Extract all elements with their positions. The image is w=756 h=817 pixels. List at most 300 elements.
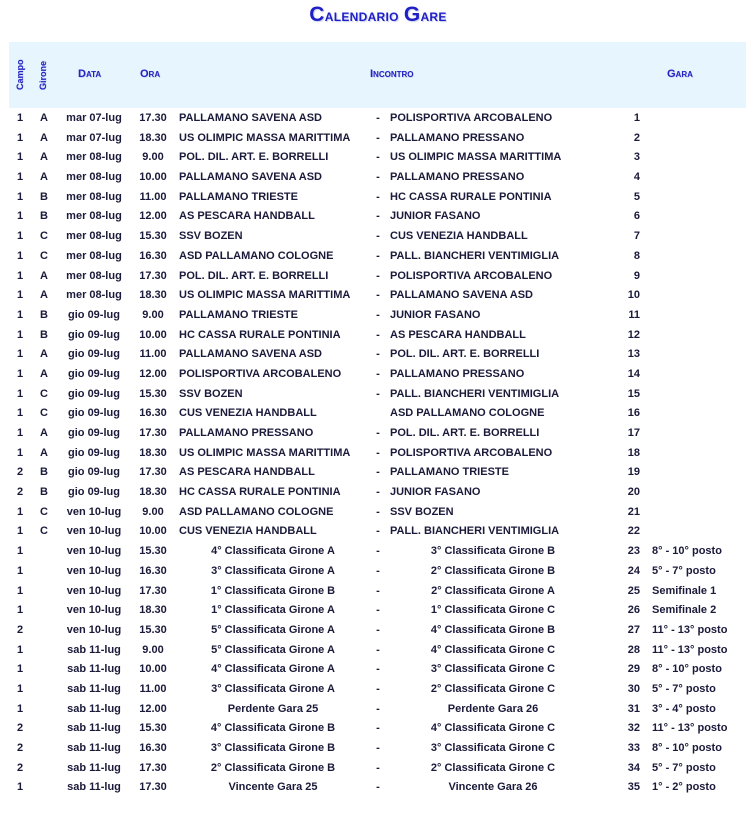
home-team-cell: PALLAMANO TRIESTE xyxy=(179,308,298,321)
title-word-1: alendario xyxy=(324,6,399,25)
away-team-cell: POLISPORTIVA ARCOBALENO xyxy=(390,269,553,282)
time-cell: 18.30 xyxy=(139,446,167,459)
game-number-cell: 26 xyxy=(627,604,640,617)
home-team-cell: POL. DIL. ART. E. BORRELLI xyxy=(179,151,329,164)
time-cell: 11.00 xyxy=(139,190,167,203)
date-cell: mar 07-lug xyxy=(66,131,122,144)
home-team-cell: PALLAMANO SAVENA ASD xyxy=(179,348,322,361)
home-team-cell: PALLAMANO SAVENA ASD xyxy=(179,171,322,184)
game-label-cell: Semifinale 2 xyxy=(652,604,717,617)
date-cell: ven 10-lug xyxy=(66,564,122,577)
table-row xyxy=(0,661,756,681)
date-cell: gio 09-lug xyxy=(68,486,120,499)
girone-cell: C xyxy=(40,407,48,420)
girone-cell: A xyxy=(40,446,48,459)
girone-cell: B xyxy=(40,466,48,479)
game-number-cell: 4 xyxy=(633,171,640,184)
away-team-cell: 3° Classificata Girone C xyxy=(430,663,556,676)
campo-cell: 1 xyxy=(16,348,24,361)
time-cell: 17.30 xyxy=(139,466,167,479)
home-team-cell: PALLAMANO TRIESTE xyxy=(179,190,298,203)
campo-cell: 2 xyxy=(16,466,24,479)
game-number-cell: 14 xyxy=(627,367,640,380)
separator-cell: - xyxy=(376,761,380,774)
girone-cell: A xyxy=(40,151,48,164)
table-row xyxy=(0,287,756,307)
date-cell: sab 11-lug xyxy=(67,781,121,794)
campo-cell: 2 xyxy=(16,722,24,735)
time-cell: 17.30 xyxy=(139,269,167,282)
game-number-cell: 13 xyxy=(627,348,640,361)
girone-cell: C xyxy=(40,505,48,518)
table-header xyxy=(9,42,746,108)
table-row xyxy=(0,169,756,189)
girone-cell: C xyxy=(40,525,48,538)
separator-cell: - xyxy=(376,210,380,223)
separator-cell: - xyxy=(376,742,380,754)
time-cell: 9.00 xyxy=(142,643,164,656)
girone-cell: C xyxy=(40,249,48,262)
date-cell: mer 08-lug xyxy=(66,151,122,164)
game-number-cell: 35 xyxy=(627,781,640,794)
table-row xyxy=(0,484,756,504)
campo-cell: 1 xyxy=(16,249,24,262)
campo-cell: 1 xyxy=(16,190,24,203)
game-label-cell: 11° - 13° posto xyxy=(652,722,728,735)
date-cell: ven 10-lug xyxy=(66,505,122,518)
table-row xyxy=(0,720,756,740)
away-team-cell: ASD PALLAMANO COLOGNE xyxy=(390,407,545,420)
home-team-cell: ASD PALLAMANO COLOGNE xyxy=(179,249,334,262)
campo-cell: 1 xyxy=(16,781,24,794)
home-team-cell: US OLIMPIC MASSA MARITTIMA xyxy=(179,131,351,144)
campo-cell: 1 xyxy=(16,545,24,558)
date-cell: ven 10-lug xyxy=(66,623,122,636)
game-number-cell: 32 xyxy=(627,722,640,735)
date-cell: gio 09-lug xyxy=(68,387,120,400)
table-row xyxy=(0,248,756,268)
date-cell: sab 11-lug xyxy=(67,702,121,715)
time-cell: 16.30 xyxy=(139,249,167,262)
date-cell: gio 09-lug xyxy=(68,466,120,479)
table-row xyxy=(0,366,756,386)
separator-cell: - xyxy=(376,604,380,617)
time-cell: 9.00 xyxy=(142,308,164,321)
girone-cell: B xyxy=(40,328,48,341)
away-team-cell: PALL. BIANCHERI VENTIMIGLIA xyxy=(390,387,560,400)
game-label-cell: 5° - 7° posto xyxy=(652,682,716,695)
away-team-cell: 1° Classificata Girone C xyxy=(430,604,556,617)
time-cell: 12.00 xyxy=(139,702,167,715)
campo-cell: 1 xyxy=(16,112,24,124)
away-team-cell: PALLAMANO PRESSANO xyxy=(390,131,525,144)
campo-cell: 1 xyxy=(16,505,24,518)
time-cell: 11.00 xyxy=(139,682,167,695)
table-row xyxy=(0,445,756,465)
date-cell: mar 07-lug xyxy=(66,112,122,124)
time-cell: 16.30 xyxy=(139,742,167,754)
campo-cell: 1 xyxy=(16,230,24,243)
away-team-cell: POLISPORTIVA ARCOBALENO xyxy=(390,112,553,124)
home-team-cell: 3° Classificata Girone A xyxy=(211,564,335,577)
home-team-cell: PALLAMANO SAVENA ASD xyxy=(179,112,322,124)
campo-cell: 1 xyxy=(16,328,24,341)
separator-cell: - xyxy=(376,131,380,144)
away-team-cell: 4° Classificata Girone C xyxy=(430,722,556,735)
game-number-cell: 16 xyxy=(627,407,640,420)
game-number-cell: 9 xyxy=(633,269,640,282)
header-incontro: Incontro xyxy=(370,68,414,80)
header-campo: Campo xyxy=(15,59,25,91)
away-team-cell: PALL. BIANCHERI VENTIMIGLIA xyxy=(390,249,560,262)
campo-cell: 2 xyxy=(16,623,24,636)
home-team-cell: SSV BOZEN xyxy=(179,387,243,400)
home-team-cell: POLISPORTIVA ARCOBALENO xyxy=(179,367,342,380)
home-team-cell: ASD PALLAMANO COLOGNE xyxy=(179,505,334,518)
girone-cell: A xyxy=(40,171,48,184)
table-row xyxy=(0,543,756,563)
time-cell: 17.30 xyxy=(139,781,167,794)
game-label-cell: 5° - 7° posto xyxy=(652,564,716,577)
time-cell: 9.00 xyxy=(142,505,164,518)
time-cell: 17.30 xyxy=(139,761,167,774)
campo-cell: 1 xyxy=(16,151,24,164)
home-team-cell: US OLIMPIC MASSA MARITTIMA xyxy=(179,446,351,459)
game-label-cell: Semifinale 1 xyxy=(652,584,717,597)
separator-cell: - xyxy=(376,525,380,538)
away-team-cell: POLISPORTIVA ARCOBALENO xyxy=(390,446,553,459)
date-cell: mer 08-lug xyxy=(66,269,122,282)
away-team-cell: HC CASSA RURALE PONTINIA xyxy=(390,190,552,203)
campo-cell: 1 xyxy=(16,407,24,420)
time-cell: 15.30 xyxy=(139,722,167,735)
home-team-cell: CUS VENEZIA HANDBALL xyxy=(179,525,317,538)
campo-cell: 1 xyxy=(16,308,24,321)
date-cell: ven 10-lug xyxy=(66,545,122,558)
game-number-cell: 24 xyxy=(627,564,640,577)
campo-cell: 1 xyxy=(16,367,24,380)
table-row xyxy=(0,523,756,543)
game-number-cell: 30 xyxy=(627,682,640,695)
time-cell: 17.30 xyxy=(139,584,167,597)
date-cell: ven 10-lug xyxy=(66,584,122,597)
title-initial-1: C xyxy=(309,3,325,26)
away-team-cell: 2° Classificata Girone A xyxy=(431,584,555,597)
time-cell: 12.00 xyxy=(139,367,167,380)
time-cell: 18.30 xyxy=(139,289,167,302)
game-label-cell: 5° - 7° posto xyxy=(652,761,716,774)
away-team-cell: Perdente Gara 26 xyxy=(447,702,539,715)
table-row xyxy=(0,149,756,169)
separator-cell: - xyxy=(376,505,380,518)
campo-cell: 1 xyxy=(16,584,24,597)
date-cell: sab 11-lug xyxy=(67,761,121,774)
table-row xyxy=(0,130,756,150)
game-label-cell: 8° - 10° posto xyxy=(652,742,722,754)
campo-cell: 1 xyxy=(16,131,24,144)
home-team-cell: 4° Classificata Girone B xyxy=(210,722,336,735)
game-number-cell: 21 xyxy=(627,505,640,518)
girone-cell: A xyxy=(40,289,48,302)
campo-cell: 1 xyxy=(16,682,24,695)
girone-cell: A xyxy=(40,367,48,380)
date-cell: sab 11-lug xyxy=(67,663,121,676)
game-number-cell: 17 xyxy=(627,427,640,439)
time-cell: 11.00 xyxy=(139,348,167,361)
girone-cell: B xyxy=(40,190,48,203)
table-row xyxy=(0,701,756,721)
time-cell: 10.00 xyxy=(139,663,167,676)
away-team-cell: POL. DIL. ART. E. BORRELLI xyxy=(390,348,540,361)
away-team-cell: JUNIOR FASANO xyxy=(390,210,481,223)
away-team-cell: PALLAMANO SAVENA ASD xyxy=(390,289,533,302)
game-number-cell: 15 xyxy=(627,387,640,400)
date-cell: gio 09-lug xyxy=(68,407,120,420)
home-team-cell: AS PESCARA HANDBALL xyxy=(179,466,315,479)
time-cell: 16.30 xyxy=(139,564,167,577)
time-cell: 10.00 xyxy=(139,525,167,538)
away-team-cell: Vincente Gara 26 xyxy=(448,781,538,794)
away-team-cell: JUNIOR FASANO xyxy=(390,486,481,499)
separator-cell: - xyxy=(376,545,380,558)
table-row xyxy=(0,386,756,406)
game-number-cell: 7 xyxy=(633,230,640,243)
game-number-cell: 23 xyxy=(627,545,640,558)
date-cell: sab 11-lug xyxy=(67,742,121,754)
home-team-cell: Perdente Gara 25 xyxy=(227,702,319,715)
separator-cell: - xyxy=(376,112,380,124)
away-team-cell: PALL. BIANCHERI VENTIMIGLIA xyxy=(390,525,560,538)
campo-cell: 1 xyxy=(16,269,24,282)
date-cell: gio 09-lug xyxy=(68,446,120,459)
table-row xyxy=(0,681,756,701)
page-title xyxy=(0,3,756,27)
girone-cell: B xyxy=(40,486,48,499)
game-number-cell: 10 xyxy=(627,289,640,302)
date-cell: gio 09-lug xyxy=(68,367,120,380)
time-cell: 15.30 xyxy=(139,230,167,243)
away-team-cell: POL. DIL. ART. E. BORRELLI xyxy=(390,427,540,439)
separator-cell: - xyxy=(376,190,380,203)
table-row xyxy=(0,425,756,445)
game-number-cell: 11 xyxy=(628,308,640,321)
campo-cell: 1 xyxy=(16,663,24,676)
campo-cell: 1 xyxy=(16,525,24,538)
table-row xyxy=(0,307,756,327)
girone-cell: C xyxy=(40,230,48,243)
table-row xyxy=(0,208,756,228)
header-ora: Ora xyxy=(140,68,161,80)
game-number-cell: 19 xyxy=(627,466,640,479)
table-row xyxy=(0,504,756,524)
time-cell: 17.30 xyxy=(139,112,167,124)
separator-cell: - xyxy=(376,584,380,597)
table-row xyxy=(0,740,756,760)
separator-cell: - xyxy=(376,348,380,361)
campo-cell: 2 xyxy=(16,761,24,774)
game-label-cell: 1° - 2° posto xyxy=(652,781,716,794)
campo-cell: 1 xyxy=(16,427,24,439)
table-row xyxy=(0,405,756,425)
campo-cell: 1 xyxy=(16,446,24,459)
separator-cell: - xyxy=(376,151,380,164)
campo-cell: 1 xyxy=(16,387,24,400)
separator-cell: - xyxy=(376,446,380,459)
table-row xyxy=(0,346,756,366)
separator-cell: - xyxy=(376,643,380,656)
girone-cell: A xyxy=(40,131,48,144)
date-cell: sab 11-lug xyxy=(67,643,121,656)
date-cell: sab 11-lug xyxy=(67,722,121,735)
away-team-cell: SSV BOZEN xyxy=(390,505,454,518)
separator-cell: - xyxy=(376,682,380,695)
campo-cell: 1 xyxy=(16,702,24,715)
game-number-cell: 28 xyxy=(627,643,640,656)
date-cell: mer 08-lug xyxy=(66,210,122,223)
title-initial-2: G xyxy=(403,3,421,26)
table-row xyxy=(0,110,756,130)
separator-cell: - xyxy=(376,564,380,577)
home-team-cell: 4° Classificata Girone A xyxy=(211,545,335,558)
time-cell: 12.00 xyxy=(139,210,167,223)
away-team-cell: PALLAMANO TRIESTE xyxy=(390,466,509,479)
campo-cell: 1 xyxy=(16,289,24,302)
game-number-cell: 34 xyxy=(627,761,640,774)
game-number-cell: 31 xyxy=(627,702,640,715)
separator-cell: - xyxy=(376,269,380,282)
girone-cell: A xyxy=(40,348,48,361)
game-number-cell: 20 xyxy=(627,486,640,499)
game-number-cell: 27 xyxy=(627,623,640,636)
table-row xyxy=(0,602,756,622)
home-team-cell: US OLIMPIC MASSA MARITTIMA xyxy=(179,289,351,302)
table-row xyxy=(0,189,756,209)
home-team-cell: 4° Classificata Girone A xyxy=(211,663,335,676)
campo-cell: 1 xyxy=(16,643,24,656)
game-label-cell: 11° - 13° posto xyxy=(652,643,728,656)
game-number-cell: 33 xyxy=(627,742,640,754)
away-team-cell: JUNIOR FASANO xyxy=(390,308,481,321)
away-team-cell: US OLIMPIC MASSA MARITTIMA xyxy=(390,151,562,164)
campo-cell: 1 xyxy=(16,210,24,223)
time-cell: 15.30 xyxy=(139,387,167,400)
girone-cell: B xyxy=(40,308,48,321)
game-number-cell: 8 xyxy=(633,249,640,262)
campo-cell: 1 xyxy=(16,564,24,577)
home-team-cell: 5° Classificata Girone A xyxy=(211,623,335,636)
home-team-cell: 5° Classificata Girone A xyxy=(211,643,335,656)
table-row xyxy=(0,622,756,642)
away-team-cell: 2° Classificata Girone C xyxy=(430,761,556,774)
game-number-cell: 1 xyxy=(633,112,640,124)
campo-cell: 2 xyxy=(16,742,24,754)
table-row xyxy=(0,464,756,484)
separator-cell: - xyxy=(376,486,380,499)
game-number-cell: 22 xyxy=(627,525,640,538)
date-cell: gio 09-lug xyxy=(68,328,120,341)
separator-cell: - xyxy=(376,663,380,676)
title-word-2: are xyxy=(420,6,447,25)
away-team-cell: PALLAMANO PRESSANO xyxy=(390,171,525,184)
home-team-cell: PALLAMANO PRESSANO xyxy=(179,427,314,439)
date-cell: sab 11-lug xyxy=(67,682,121,695)
away-team-cell: 4° Classificata Girone C xyxy=(430,643,556,656)
separator-cell: - xyxy=(376,722,380,735)
time-cell: 18.30 xyxy=(139,604,167,617)
table-row xyxy=(0,760,756,780)
separator-cell: - xyxy=(376,289,380,302)
girone-cell: A xyxy=(40,269,48,282)
away-team-cell: 2° Classificata Girone B xyxy=(430,564,556,577)
game-number-cell: 12 xyxy=(627,328,640,341)
campo-cell: 1 xyxy=(16,604,24,617)
time-cell: 15.30 xyxy=(139,623,167,636)
separator-cell: - xyxy=(376,249,380,262)
separator-cell: - xyxy=(376,781,380,794)
game-label-cell: 8° - 10° posto xyxy=(652,663,722,676)
date-cell: ven 10-lug xyxy=(66,604,122,617)
table-row xyxy=(0,268,756,288)
time-cell: 18.30 xyxy=(139,131,167,144)
separator-cell: - xyxy=(376,623,380,636)
girone-cell: B xyxy=(40,210,48,223)
date-cell: gio 09-lug xyxy=(68,348,120,361)
separator-cell: - xyxy=(376,466,380,479)
home-team-cell: HC CASSA RURALE PONTINIA xyxy=(179,328,341,341)
date-cell: mer 08-lug xyxy=(66,230,122,243)
away-team-cell: 4° Classificata Girone B xyxy=(430,623,556,636)
game-number-cell: 6 xyxy=(633,210,640,223)
away-team-cell: 2° Classificata Girone C xyxy=(430,682,556,695)
separator-cell: - xyxy=(376,328,380,341)
separator-cell: - xyxy=(376,308,380,321)
home-team-cell: 3° Classificata Girone A xyxy=(211,682,335,695)
header-girone: Girone xyxy=(38,60,48,90)
table-row xyxy=(0,563,756,583)
separator-cell: - xyxy=(376,171,380,184)
girone-cell: A xyxy=(40,112,48,124)
game-number-cell: 18 xyxy=(627,446,640,459)
time-cell: 18.30 xyxy=(139,486,167,499)
date-cell: mer 08-lug xyxy=(66,249,122,262)
home-team-cell: AS PESCARA HANDBALL xyxy=(179,210,315,223)
separator-cell: - xyxy=(376,702,380,715)
time-cell: 15.30 xyxy=(139,545,167,558)
home-team-cell: SSV BOZEN xyxy=(179,230,243,243)
home-team-cell: 2° Classificata Girone B xyxy=(210,761,336,774)
game-number-cell: 2 xyxy=(633,131,640,144)
home-team-cell: CUS VENEZIA HANDBALL xyxy=(179,407,317,420)
game-number-cell: 25 xyxy=(627,584,640,597)
separator-cell: - xyxy=(376,230,380,243)
game-label-cell: 3° - 4° posto xyxy=(652,702,716,715)
header-gara: Gara xyxy=(667,68,693,80)
home-team-cell: 3° Classificata Girone B xyxy=(210,742,336,754)
away-team-cell: AS PESCARA HANDBALL xyxy=(390,328,526,341)
time-cell: 16.30 xyxy=(139,407,167,420)
campo-cell: 1 xyxy=(16,171,24,184)
table-row xyxy=(0,327,756,347)
game-number-cell: 3 xyxy=(633,151,640,164)
table-row xyxy=(0,583,756,603)
game-label-cell: 8° - 10° posto xyxy=(652,545,722,558)
game-label-cell: 11° - 13° posto xyxy=(652,623,728,636)
date-cell: gio 09-lug xyxy=(68,427,120,439)
date-cell: gio 09-lug xyxy=(68,308,120,321)
away-team-cell: 3° Classificata Girone C xyxy=(430,742,556,754)
game-number-cell: 29 xyxy=(627,663,640,676)
time-cell: 17.30 xyxy=(139,427,167,439)
